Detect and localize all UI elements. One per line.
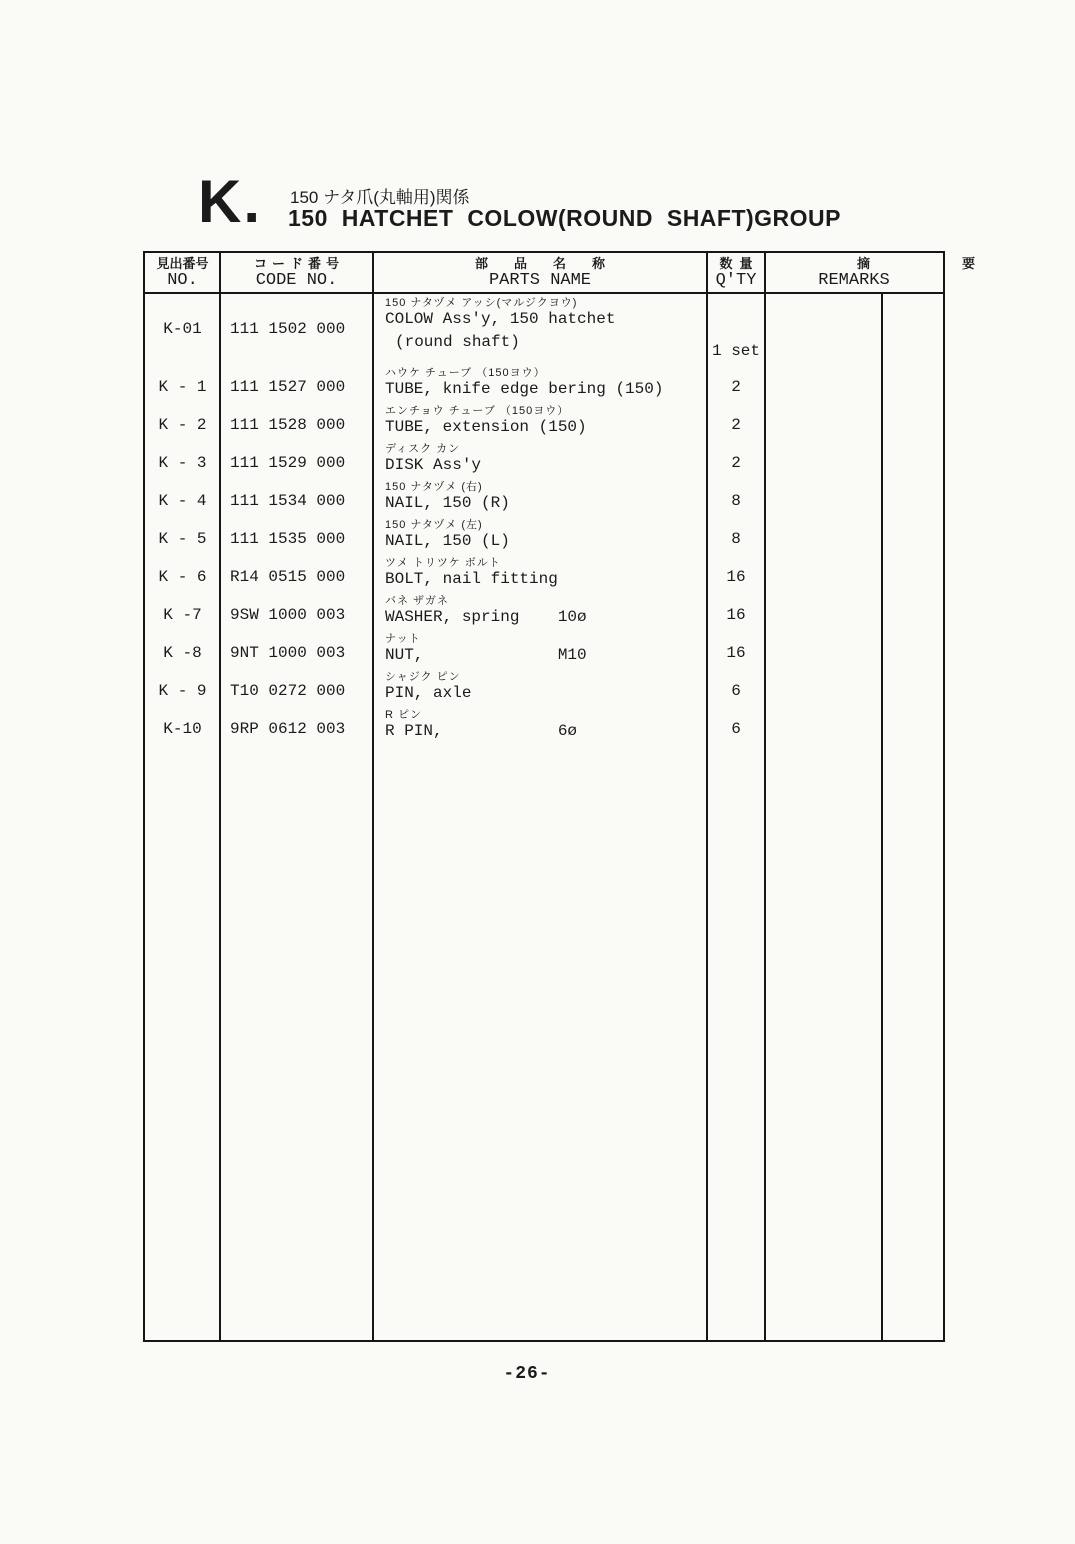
part-qty: 16 <box>726 606 746 624</box>
part-remarks <box>765 440 882 478</box>
column-header-code-jp: コード番号 <box>253 256 344 271</box>
part-no: K - 1 <box>158 378 207 396</box>
part-remarks-sub <box>882 364 941 402</box>
part-qty: 1 set <box>711 342 760 360</box>
part-code-no: T10 0272 000 <box>230 682 346 700</box>
part-remarks-sub <box>882 294 941 364</box>
header-column-divider <box>372 253 374 292</box>
column-header-no <box>145 253 220 292</box>
part-code-no: 111 1527 000 <box>230 378 346 396</box>
part-remarks <box>765 402 882 440</box>
part-no: K-10 <box>163 720 202 738</box>
part-name <box>373 364 707 402</box>
part-code-no: R14 0515 000 <box>230 568 346 586</box>
part-no: K -7 <box>163 606 202 624</box>
part-remarks <box>765 706 882 744</box>
header-column-divider <box>219 253 221 292</box>
part-name-english: TUBE, extension (150) <box>385 418 587 436</box>
part-name <box>373 294 707 364</box>
column-header-remarks-en: REMARKS <box>818 271 890 290</box>
table-row <box>145 440 943 478</box>
part-no: K - 9 <box>158 682 207 700</box>
part-remarks-sub <box>882 592 941 630</box>
column-header-no-jp: 見出番号 <box>156 256 209 271</box>
part-name-japanese: 150 ナタヅメ アッシ(マルジクヨウ) <box>385 297 578 309</box>
part-code-no: 111 1534 000 <box>230 492 346 510</box>
part-name-english: BOLT, nail fitting <box>385 570 558 588</box>
table-rows <box>145 294 943 1340</box>
part-code-no: 111 1529 000 <box>230 454 346 472</box>
column-header-parts-name-en: PARTS NAME <box>488 271 592 290</box>
part-name <box>373 440 707 478</box>
part-code-no: 9NT 1000 003 <box>230 644 346 662</box>
part-qty: 2 <box>731 454 741 472</box>
part-remarks-sub <box>882 516 941 554</box>
header-column-divider <box>764 253 766 292</box>
part-name <box>373 668 707 706</box>
column-header-remarks <box>765 253 1068 292</box>
table-row <box>145 294 943 364</box>
part-remarks <box>765 554 882 592</box>
part-qty: 16 <box>726 644 746 662</box>
part-remarks-sub <box>882 554 941 592</box>
part-name-japanese: バネ ザガネ <box>385 595 449 607</box>
part-no: K -8 <box>163 644 202 662</box>
part-qty: 6 <box>731 720 741 738</box>
part-name-japanese: ディスク カン <box>385 443 461 455</box>
section-letter: K. <box>198 168 262 235</box>
part-qty: 8 <box>731 530 741 548</box>
header-column-divider <box>706 253 708 292</box>
part-remarks-sub <box>882 706 941 744</box>
section-subtitle-japanese: 150 ナタ爪(丸軸用)関係 <box>290 188 470 207</box>
part-remarks <box>765 294 882 364</box>
page-number: -26- <box>503 1364 551 1384</box>
parts-table <box>143 251 1068 1342</box>
column-header-qty <box>707 253 765 292</box>
part-remarks-sub <box>882 630 941 668</box>
column-header-code-en: CODE NO. <box>255 271 338 290</box>
table-row <box>145 516 943 554</box>
part-remarks <box>765 364 882 402</box>
part-name <box>373 516 707 554</box>
table-row <box>145 630 943 668</box>
part-no: K - 3 <box>158 454 207 472</box>
column-header-qty-en: Q'TY <box>715 271 757 290</box>
part-remarks <box>765 478 882 516</box>
part-code-no: 111 1535 000 <box>230 530 346 548</box>
part-no: K - 2 <box>158 416 207 434</box>
part-code-no: 111 1502 000 <box>230 320 346 338</box>
table-body <box>145 294 943 1340</box>
part-name <box>373 554 707 592</box>
part-no: K - 6 <box>158 568 207 586</box>
part-remarks <box>765 668 882 706</box>
part-remarks <box>765 630 882 668</box>
part-name-english: TUBE, knife edge bering (150) <box>385 380 664 398</box>
part-name-english: DISK Ass'y <box>385 456 482 474</box>
part-name <box>373 402 707 440</box>
part-qty: 2 <box>731 378 741 396</box>
part-name-japanese: ナット <box>385 633 421 645</box>
part-remarks-sub <box>882 668 941 706</box>
part-name-japanese: 150 ナタヅメ (左) <box>385 519 483 531</box>
part-name-english: R PIN, 6ø <box>385 722 578 740</box>
part-name-japanese: R ピン <box>385 709 422 721</box>
part-name-japanese: エンチョウ チューブ （150ヨウ） <box>385 405 570 417</box>
column-header-parts-name <box>373 253 707 292</box>
table-row <box>145 364 943 402</box>
part-name-english: NAIL, 150 (R) <box>385 494 510 512</box>
part-name-japanese: 150 ナタヅメ (右) <box>385 481 483 493</box>
column-header-remarks-jp: 摘要 <box>857 256 1068 271</box>
table-row <box>145 706 943 744</box>
part-remarks <box>765 592 882 630</box>
part-name <box>373 706 707 744</box>
part-remarks-sub <box>882 478 941 516</box>
part-code-no: 9SW 1000 003 <box>230 606 346 624</box>
part-name-english: PIN, axle <box>385 684 472 702</box>
part-no: K-01 <box>163 320 202 338</box>
part-qty: 6 <box>731 682 741 700</box>
part-name-english: COLOW Ass'y, 150 hatchet <box>385 310 616 328</box>
column-header-no-en: NO. <box>167 271 198 290</box>
part-remarks-sub <box>882 440 941 478</box>
part-name-japanese: ハウケ チューブ （150ヨウ） <box>385 367 546 379</box>
part-name-english-line2: (round shaft) <box>395 333 520 351</box>
part-name <box>373 478 707 516</box>
table-row <box>145 402 943 440</box>
table-header-row <box>145 253 1068 294</box>
part-remarks <box>765 516 882 554</box>
column-header-parts-name-jp: 部品名称 <box>474 256 631 271</box>
part-code-no: 9RP 0612 003 <box>230 720 346 738</box>
column-header-code <box>220 253 373 292</box>
part-remarks-sub <box>882 402 941 440</box>
part-name-english: NUT, M10 <box>385 646 587 664</box>
table-row <box>145 478 943 516</box>
part-name <box>373 630 707 668</box>
table-row <box>145 554 943 592</box>
part-name-japanese: シャジク ピン <box>385 671 461 683</box>
section-title-english: 150 HATCHET COLOW(ROUND SHAFT)GROUP <box>288 205 842 231</box>
part-name-japanese: ツメ トリツケ ボルト <box>385 557 501 569</box>
column-header-qty-jp: 数量 <box>719 256 760 271</box>
table-row <box>145 668 943 706</box>
part-name <box>373 592 707 630</box>
part-qty: 2 <box>731 416 741 434</box>
part-qty: 8 <box>731 492 741 510</box>
part-name-english: NAIL, 150 (L) <box>385 532 510 550</box>
part-qty: 16 <box>726 568 746 586</box>
part-no: K - 4 <box>158 492 207 510</box>
part-name-english: WASHER, spring 10ø <box>385 608 587 626</box>
table-row <box>145 592 943 630</box>
part-code-no: 111 1528 000 <box>230 416 346 434</box>
part-no: K - 5 <box>158 530 207 548</box>
